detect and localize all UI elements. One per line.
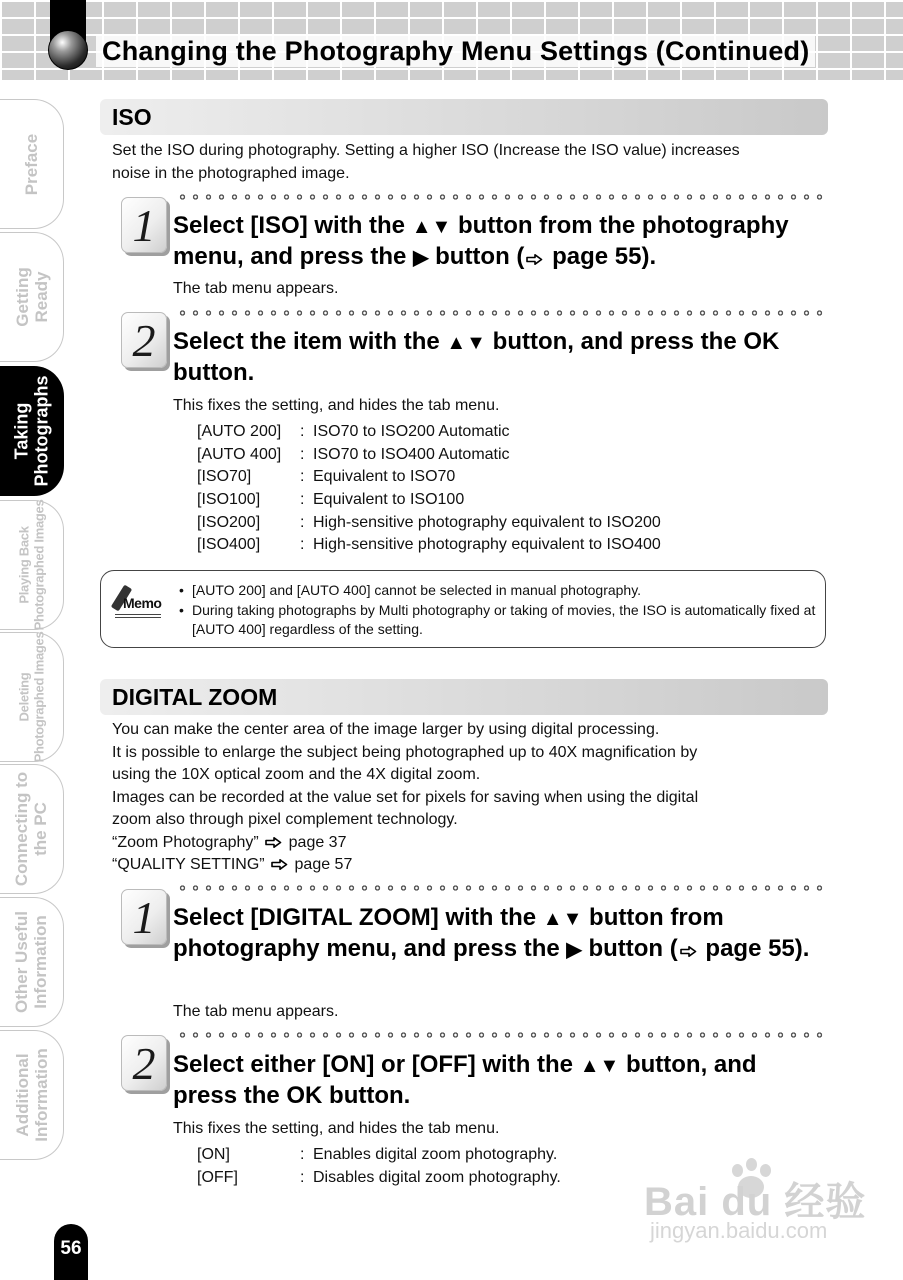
option-row: [AUTO 200] : ISO70 to ISO200 Automatic — [197, 423, 510, 440]
page-number: 56 — [54, 1224, 88, 1280]
dotted-divider — [176, 310, 826, 316]
step-number-badge: 2 — [121, 1035, 167, 1091]
step-number-badge: 1 — [121, 197, 167, 253]
section-heading-iso: ISO — [100, 99, 828, 135]
side-tab-preface[interactable] — [0, 99, 64, 229]
option-row: [AUTO 400] : ISO70 to ISO400 Automatic — [197, 445, 510, 463]
page-reference-arrow-icon — [271, 859, 288, 870]
section-heading-digital-zoom: DIGITAL ZOOM — [100, 679, 828, 715]
zoom-intro: You can make the center area of the image larger by using digital processing. It is possible to enlarge the subject being photographed up to 40X magnification by using the 10X optical zoom and the 4X digital zoom. Images can be recorded at the value set for pixels for saving when using the digital zoom also through pixel complement technology. “Zoom Photography” page 37 “QUALITY SETTING” page 57 — [112, 719, 812, 877]
page-reference-link[interactable]: “Zoom Photography” page 37 — [112, 833, 347, 851]
option-row: [OFF] : Disables digital zoom photography. — [197, 1168, 561, 1186]
side-tab-playing-back[interactable] — [0, 500, 64, 630]
step-title: Select [DIGITAL ZOOM] with the ▲▼ button from photography menu, and press the ▶ button ( page 55). — [173, 904, 810, 962]
side-tab-deleting[interactable] — [0, 632, 64, 762]
dotted-divider — [176, 885, 826, 891]
side-tab-label: Deleting — [16, 672, 32, 722]
step-description: The tab menu appears. — [173, 280, 339, 297]
side-tab-connecting-pc[interactable] — [0, 764, 64, 894]
side-tab-label: Additional — [12, 1053, 32, 1137]
step-title: Select the item with the ▲▼ button, and press the OK button. — [173, 328, 780, 386]
step-number-badge: 1 — [121, 889, 167, 945]
memo-item: • [AUTO 200] and [AUTO 400] cannot be selected in manual photography. — [179, 581, 819, 601]
option-row: [ISO400] : High-sensitive photography equivalent to ISO400 — [197, 536, 661, 554]
side-tab-label: Information — [31, 1048, 51, 1142]
side-tab-label: Ready — [31, 271, 51, 323]
memo-box — [100, 570, 826, 648]
side-tab-label: Playing Back — [16, 526, 32, 604]
side-tab-label: Photographed Images — [31, 499, 47, 631]
sphere-icon — [48, 30, 88, 70]
up-down-arrow-icon: ▲▼ — [446, 332, 486, 354]
right-arrow-icon: ▶ — [566, 939, 582, 961]
memo-list — [179, 581, 819, 640]
side-tab-getting-ready[interactable] — [0, 232, 64, 362]
page-reference-arrow-icon — [526, 254, 543, 265]
option-row: [ISO70] : Equivalent to ISO70 — [197, 468, 456, 486]
dotted-divider — [176, 194, 826, 200]
step-description: The tab menu appears. — [173, 1003, 339, 1020]
side-tab-taking-photographs[interactable] — [0, 366, 64, 496]
option-row: [ISO100] : Equivalent to ISO100 — [197, 491, 465, 509]
watermark-url: jingyan.baidu.com — [650, 1218, 828, 1243]
side-tab-label: Preface — [22, 133, 41, 195]
page-reference-arrow-icon — [680, 946, 697, 957]
step-number-badge: 2 — [121, 312, 167, 368]
dotted-divider — [176, 1032, 826, 1038]
step-description: This fixes the setting, and hides the tab menu. — [173, 397, 500, 414]
iso-intro: Set the ISO during photography. Setting a higher ISO (Increase the ISO value) increases noise in the photographed image. — [112, 142, 740, 182]
watermark — [640, 1158, 867, 1248]
side-tab-label: Photographs — [31, 375, 52, 487]
side-tab-additional[interactable] — [0, 1030, 64, 1160]
side-tab-label: the PC — [31, 802, 51, 856]
iso-options-table — [197, 423, 661, 559]
step-description: This fixes the setting, and hides the tab menu. — [173, 1120, 500, 1137]
side-tab-label: Information — [31, 915, 51, 1009]
page-reference-arrow-icon — [265, 837, 282, 848]
up-down-arrow-icon: ▲▼ — [542, 908, 583, 930]
zoom-options-table — [197, 1146, 561, 1191]
up-down-arrow-icon: ▲▼ — [411, 216, 452, 238]
step-title: Select [ISO] with the ▲▼ button from the photography menu, and press the ▶ button ( page 55). — [173, 212, 789, 270]
side-tab-label: Other Useful — [12, 910, 32, 1014]
option-row: [ON] : Enables digital zoom photography. — [197, 1146, 558, 1163]
side-tab-label: Taking — [11, 402, 32, 460]
watermark-brand: Bai du 经验 — [644, 1180, 867, 1224]
side-tab-other-useful[interactable] — [0, 897, 64, 1027]
step-title: Select either [ON] or [OFF] with the ▲▼ button, and press the OK button. — [173, 1051, 757, 1109]
page-title: Changing the Photography Menu Settings (Continued) — [96, 36, 815, 67]
right-arrow-icon: ▶ — [413, 247, 429, 269]
option-row: [ISO200] : High-sensitive photography equivalent to ISO200 — [197, 513, 661, 531]
side-tab-label: Connecting to — [12, 771, 32, 887]
memo-icon: Memo — [113, 585, 165, 619]
page-reference-link[interactable]: “QUALITY SETTING” page 57 — [112, 856, 353, 873]
up-down-arrow-icon: ▲▼ — [579, 1055, 620, 1077]
side-tab-label: Getting — [12, 267, 32, 327]
memo-item: • During taking photographs by Multi photography or taking of movies, the ISO is automatically fixed at [AUTO 400] regardless of the setting. — [179, 601, 819, 640]
side-tab-label: Photographed Images — [31, 631, 47, 763]
